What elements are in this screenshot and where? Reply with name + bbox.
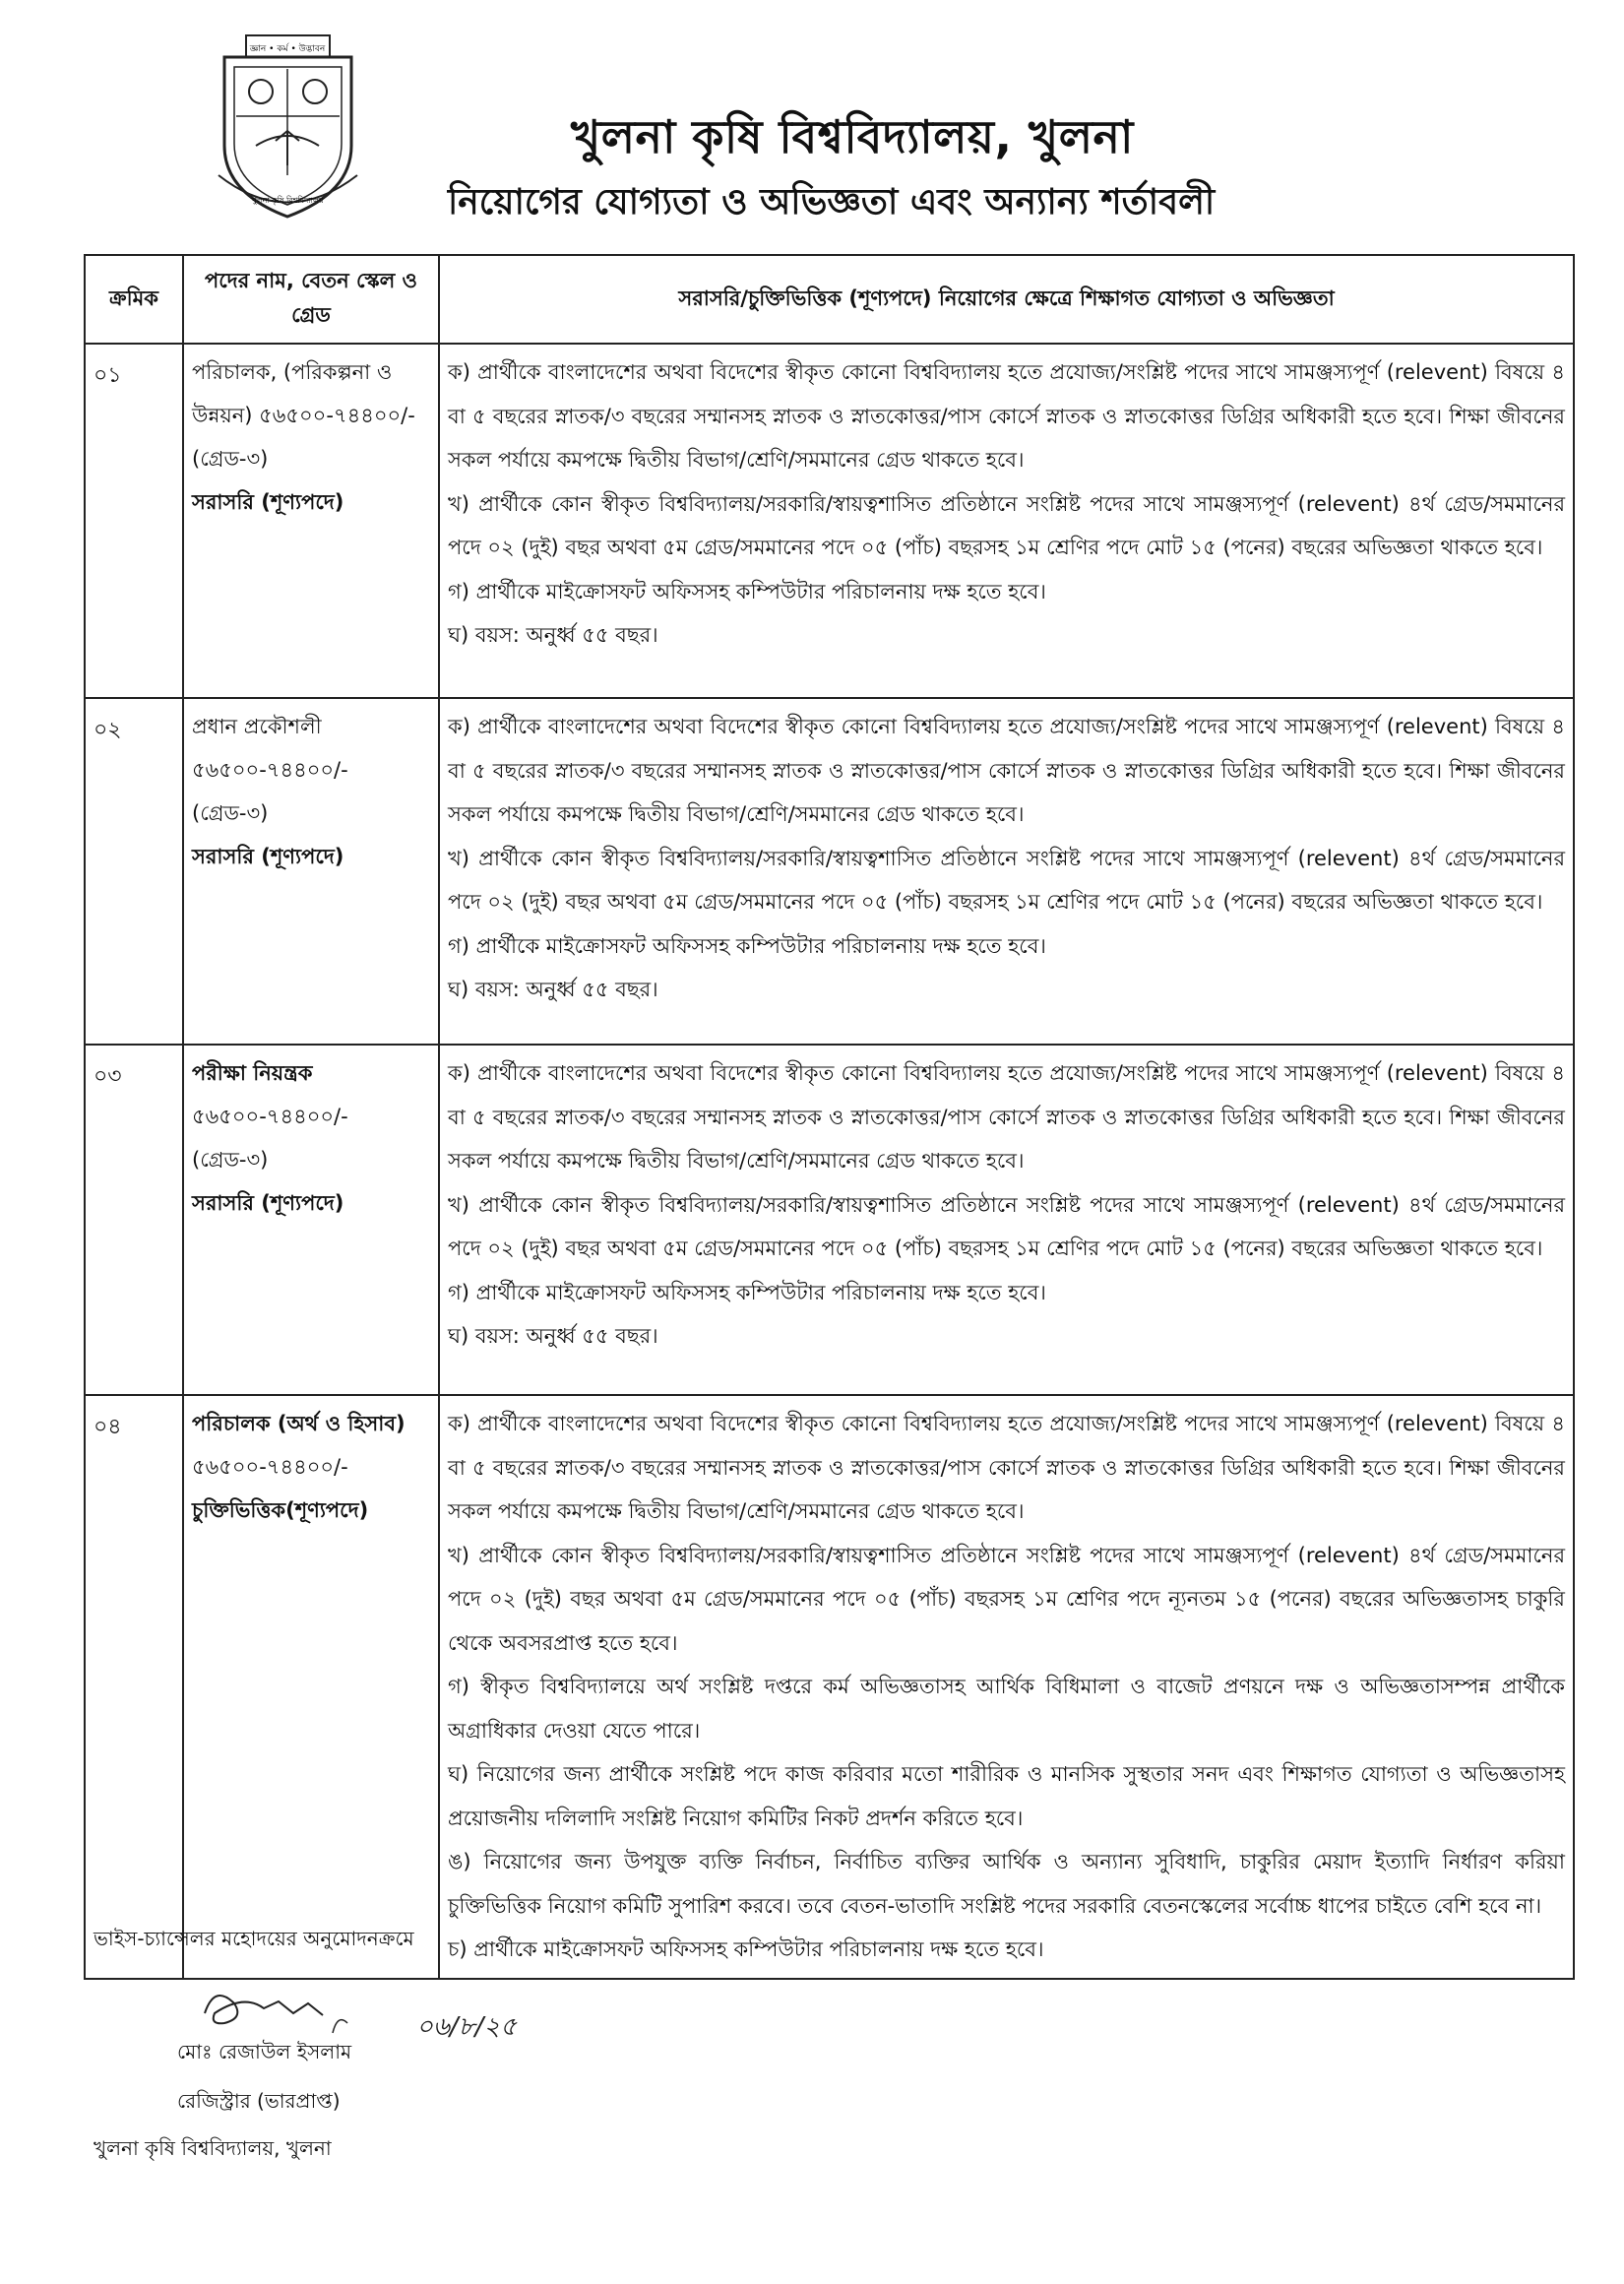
req-item-c: গ) প্রার্থীকে মাইক্রোসফট অফিসসহ কম্পিউটার পরিচালনায় দক্ষ হতে হবে। bbox=[448, 579, 1046, 603]
serial-cell: ০১ bbox=[85, 344, 183, 698]
post-cell bbox=[183, 344, 439, 698]
signer-designation: রেজিস্ট্রার (ভারপ্রাপ্ত) bbox=[177, 2089, 341, 2113]
req-item-f: চ) প্রার্থীকে মাইক্রোসফট অফিসসহ কম্পিউটার পরিচালনায় দক্ষ হতে হবে। bbox=[448, 1937, 1044, 1961]
university-logo bbox=[207, 28, 369, 224]
university-title: খুলনা কৃষি বিশ্ববিদ্যালয়, খুলনা bbox=[571, 110, 1134, 163]
document-header bbox=[0, 0, 1624, 246]
signature-date: ০৬/৮/২৫ bbox=[416, 2012, 517, 2042]
req-item-d: ঘ) বয়স: অনুর্ধ্ব ৫৫ বছর। bbox=[448, 623, 658, 647]
post-name: পরীক্ষা নিয়ন্ত্রক bbox=[192, 1061, 313, 1085]
document-subtitle: নিয়োগের যোগ্যতা ও অভিজ্ঞতা এবং অন্যান্য শর্তাবলী bbox=[448, 182, 1216, 222]
requirements-cell bbox=[439, 1045, 1574, 1395]
post-scale: ৫৬৫০০-৭৪৪০০/- bbox=[192, 1105, 348, 1128]
req-item-b: খ) প্রার্থীকে কোন স্বীকৃত বিশ্ববিদ্যালয়/সরকারি/স্বায়ত্বশাসিত প্রতিষ্ঠানে সংশ্লিষ্ট পদের সাথে সামঞ্জস্যপূর্ণ (relevent) ৪র্থ গ্রেড/সমমানের পদে ০২ (দুই) বছর অথবা ৫ম গ্রেড/সমমানের পদে ০৫ (পাঁচ) বছরসহ ১ম শ্রেণির পদে মোট ১৫ (পনের) বছরের অভিজ্ঞতা থাকতে হবে। bbox=[448, 491, 1565, 559]
post-grade: (গ্রেড-৩) bbox=[192, 801, 269, 825]
header-requirements: সরাসরি/চুক্তিভিত্তিক (শূণ্যপদে) নিয়োগের ক্ষেত্রে শিক্ষাগত যোগ্যতা ও অভিজ্ঞতা bbox=[439, 255, 1574, 344]
req-item-a: ক) প্রার্থীকে বাংলাদেশের অথবা বিদেশের স্বীকৃত কোনো বিশ্ববিদ্যালয় হতে প্রযোজ্য/সংশ্লিষ্ট পদের সাথে সামঞ্জস্যপূর্ণ (relevent) বিষয়ে ৪ বা ৫ বছরের স্নাতক/৩ বছরের সম্মানসহ স্নাতক ও স্নাতকোত্তর/পাস কোর্সে স্নাতক ও স্নাতকোত্তর ডিগ্রির অধিকারী হতে হবে। শিক্ষা জীবনের সকল পর্যায়ে কমপক্ষে দ্বিতীয় বিভাগ/শ্রেণি/সমমানের গ্রেড থাকতে হবে। bbox=[448, 1061, 1565, 1173]
post-scale: ৫৬৫০০-৭৪৪০০/- bbox=[192, 1455, 348, 1479]
req-item-d: ঘ) বয়স: অনুর্ধ্ব ৫৫ বছর। bbox=[448, 978, 658, 1001]
req-item-b: খ) প্রার্থীকে কোন স্বীকৃত বিশ্ববিদ্যালয়/সরকারি/স্বায়ত্বশাসিত প্রতিষ্ঠানে সংশ্লিষ্ট পদের সাথে সামঞ্জস্যপূর্ণ (relevent) ৪র্থ গ্রেড/সমমানের পদে ০২ (দুই) বছর অথবা ৫ম গ্রেড/সমমানের পদে ০৫ (পাঁচ) বছরসহ ১ম শ্রেণির পদে ন্যূনতম ১৫ (পনের) বছরের অভিজ্ঞতাসহ চাকুরি থেকে অবসরপ্রাপ্ত হতে হবে। bbox=[448, 1543, 1565, 1655]
serial-cell: ০৩ bbox=[85, 1045, 183, 1395]
header-serial: ক্রমিক bbox=[85, 255, 183, 344]
post-name: পরিচালক (অর্থ ও হিসাব) bbox=[192, 1412, 406, 1435]
post-type: সরাসরি (শূণ্যপদে) bbox=[192, 490, 344, 514]
req-item-a: ক) প্রার্থীকে বাংলাদেশের অথবা বিদেশের স্বীকৃত কোনো বিশ্ববিদ্যালয় হতে প্রযোজ্য/সংশ্লিষ্ট পদের সাথে সামঞ্জস্যপূর্ণ (relevent) বিষয়ে ৪ বা ৫ বছরের স্নাতক/৩ বছরের সম্মানসহ স্নাতক ও স্নাতকোত্তর/পাস কোর্সে স্নাতক ও স্নাতকোত্তর ডিগ্রির অধিকারী হতে হবে। শিক্ষা জীবনের সকল পর্যায়ে কমপক্ষে দ্বিতীয় বিভাগ/শ্রেণি/সমমানের গ্রেড থাকতে হবে। bbox=[448, 715, 1565, 826]
table-row bbox=[85, 1045, 1574, 1395]
approval-note: ভাইস-চ্যান্সেলর মহোদয়ের অনুমোদনক্রমে bbox=[94, 1927, 414, 1950]
logo-motto: জ্ঞান • কর্ম • উদ্ভাবন bbox=[249, 44, 326, 54]
req-item-e: ঙ) নিয়োগের জন্য উপযুক্ত ব্যক্তি নির্বাচন, নির্বাচিত ব্যক্তির আর্থিক ও অন্যান্য সুবিধাদি, চাকুরির মেয়াদ ইত্যাদি নির্ধারণ করিয়া চুক্তিভিত্তিক নিয়োগ কমিটি সুপারিশ করবে। তবে বেতন-ভাতাদি সংশ্লিষ্ট পদের সরকারি বেতনস্কেলের সর্বোচ্চ ধাপের চাইতে বেশি হবে না। bbox=[448, 1850, 1565, 1918]
post-type: সরাসরি (শূণ্যপদে) bbox=[192, 1191, 344, 1215]
post-type: চুক্তিভিত্তিক(শূণ্যপদে) bbox=[192, 1498, 369, 1522]
requirements-cell bbox=[439, 698, 1574, 1045]
table-row bbox=[85, 698, 1574, 1045]
post-cell bbox=[183, 1045, 439, 1395]
post-name: পরিচালক, (পরিকল্পনা ও উন্নয়ন) ৫৬৫০০-৭৪৪০০/- (গ্রেড-৩) bbox=[192, 360, 415, 471]
req-item-c: গ) প্রার্থীকে মাইক্রোসফট অফিসসহ কম্পিউটার পরিচালনায় দক্ষ হতে হবে। bbox=[448, 1280, 1046, 1304]
requirements-table bbox=[84, 254, 1575, 1980]
req-item-d: ঘ) নিয়োগের জন্য প্রার্থীকে সংশ্লিষ্ট পদে কাজ করিবার মতো শারীরিক ও মানসিক সুস্থতার সনদ এবং শিক্ষাগত যোগ্যতা ও অভিজ্ঞতাসহ প্রয়োজনীয় দলিলাদি সংশ্লিষ্ট নিয়োগ কমিটির নিকট প্রদর্শন করিতে হবে। bbox=[448, 1762, 1565, 1830]
logo-ribbon-text: খুলনা কৃষি বিশ্ববিদ্যালয় bbox=[251, 196, 324, 205]
requirements-cell bbox=[439, 1395, 1574, 1979]
table-row bbox=[85, 1395, 1574, 1979]
serial-cell: ০২ bbox=[85, 698, 183, 1045]
table-row bbox=[85, 344, 1574, 698]
req-item-b: খ) প্রার্থীকে কোন স্বীকৃত বিশ্ববিদ্যালয়/সরকারি/স্বায়ত্বশাসিত প্রতিষ্ঠানে সংশ্লিষ্ট পদের সাথে সামঞ্জস্যপূর্ণ (relevent) ৪র্থ গ্রেড/সমমানের পদে ০২ (দুই) বছর অথবা ৫ম গ্রেড/সমমানের পদে ০৫ (পাঁচ) বছরসহ ১ম শ্রেণির পদে মোট ১৫ (পনের) বছরের অভিজ্ঞতা থাকতে হবে। bbox=[448, 846, 1565, 914]
requirements-cell bbox=[439, 344, 1574, 698]
table-header-row bbox=[85, 255, 1574, 344]
post-grade: (গ্রেড-৩) bbox=[192, 1148, 269, 1172]
signer-name: মোঃ রেজাউল ইসলাম bbox=[177, 2040, 352, 2063]
req-item-c: গ) প্রার্থীকে মাইক্রোসফট অফিসসহ কম্পিউটার পরিচালনায় দক্ষ হতে হবে। bbox=[448, 933, 1046, 958]
post-cell bbox=[183, 1395, 439, 1979]
req-item-d: ঘ) বয়স: অনুর্ধ্ব ৫৫ বছর। bbox=[448, 1324, 658, 1348]
req-item-c: গ) স্বীকৃত বিশ্ববিদ্যালয়ে অর্থ সংশ্লিষ্ট দপ্তরে কর্ম অভিজ্ঞতাসহ আর্থিক বিধিমালা ও বাজেট প্রণয়নে দক্ষ ও অভিজ্ঞতাসম্পন্ন প্রার্থীকে অগ্রাধিকার দেওয়া যেতে পারে। bbox=[448, 1675, 1565, 1743]
req-item-b: খ) প্রার্থীকে কোন স্বীকৃত বিশ্ববিদ্যালয়/সরকারি/স্বায়ত্বশাসিত প্রতিষ্ঠানে সংশ্লিষ্ট পদের সাথে সামঞ্জস্যপূর্ণ (relevent) ৪র্থ গ্রেড/সমমানের পদে ০২ (দুই) বছর অথবা ৫ম গ্রেড/সমমানের পদে ০৫ (পাঁচ) বছরসহ ১ম শ্রেণির পদে মোট ১৫ (পনের) বছরের অভিজ্ঞতা থাকতে হবে। bbox=[448, 1192, 1565, 1260]
post-cell bbox=[183, 698, 439, 1045]
post-type: সরাসরি (শূণ্যপদে) bbox=[192, 845, 344, 868]
serial-cell: ০৪ bbox=[85, 1395, 183, 1979]
req-item-a: ক) প্রার্থীকে বাংলাদেশের অথবা বিদেশের স্বীকৃত কোনো বিশ্ববিদ্যালয় হতে প্রযোজ্য/সংশ্লিষ্ট পদের সাথে সামঞ্জস্যপূর্ণ (relevent) বিষয়ে ৪ বা ৫ বছরের স্নাতক/৩ বছরের সম্মানসহ স্নাতক ও স্নাতকোত্তর/পাস কোর্সে স্নাতক ও স্নাতকোত্তর ডিগ্রির অধিকারী হতে হবে। শিক্ষা জীবনের সকল পর্যায়ে কমপক্ষে দ্বিতীয় বিভাগ/শ্রেণি/সমমানের গ্রেড থাকতে হবে। bbox=[448, 360, 1565, 472]
signer-institution: খুলনা কৃষি বিশ্ববিদ্যালয়, খুলনা bbox=[94, 2136, 332, 2160]
post-scale: ৫৬৫০০-৭৪৪০০/- bbox=[192, 758, 348, 782]
header-post: পদের নাম, বেতন স্কেল ও গ্রেড bbox=[183, 255, 439, 344]
signature-mark bbox=[185, 1974, 530, 2048]
post-name: প্রধান প্রকৌশলী bbox=[192, 715, 322, 738]
req-item-a: ক) প্রার্থীকে বাংলাদেশের অথবা বিদেশের স্বীকৃত কোনো বিশ্ববিদ্যালয় হতে প্রযোজ্য/সংশ্লিষ্ট পদের সাথে সামঞ্জস্যপূর্ণ (relevent) বিষয়ে ৪ বা ৫ বছরের স্নাতক/৩ বছরের সম্মানসহ স্নাতক ও স্নাতকোত্তর/পাস কোর্সে স্নাতক ও স্নাতকোত্তর ডিগ্রির অধিকারী হতে হবে। শিক্ষা জীবনের সকল পর্যায়ে কমপক্ষে দ্বিতীয় বিভাগ/শ্রেণি/সমমানের গ্রেড থাকতে হবে। bbox=[448, 1412, 1565, 1523]
